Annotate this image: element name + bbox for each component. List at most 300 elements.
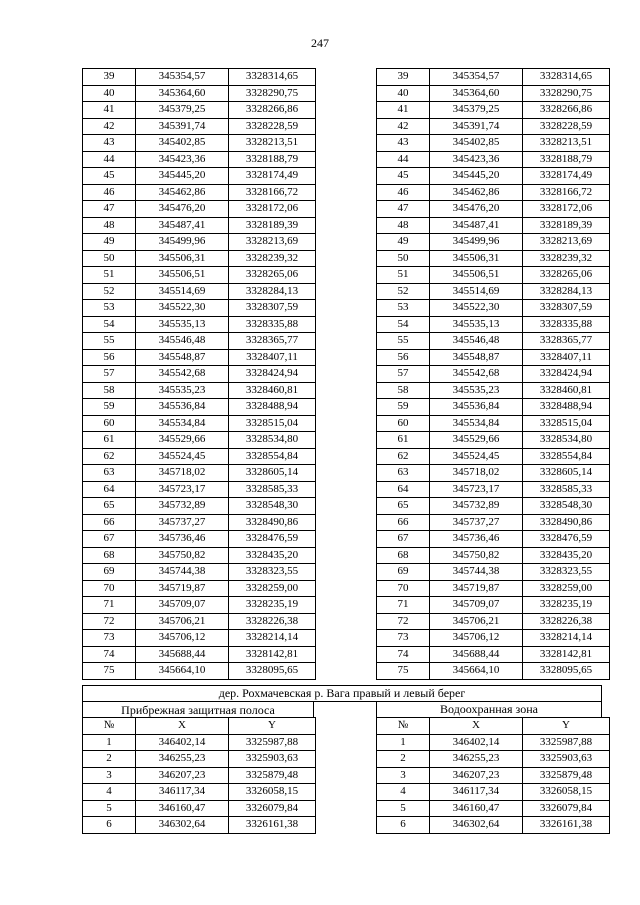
- x-coordinate: X: [136, 718, 229, 735]
- x-coordinate: 345536,84: [136, 399, 229, 416]
- point-number: 75: [377, 663, 430, 680]
- table-row: [83, 382, 316, 399]
- table-row: [83, 135, 316, 152]
- y-coordinate: 3328335,88: [229, 316, 316, 333]
- point-number: 48: [83, 217, 136, 234]
- x-coordinate: 345514,69: [430, 283, 523, 300]
- x-coordinate: 345718,02: [136, 465, 229, 482]
- point-number: 41: [377, 102, 430, 119]
- table-row: [83, 349, 316, 366]
- y-coordinate: 3325987,88: [229, 734, 316, 751]
- x-coordinate: 345354,57: [430, 69, 523, 86]
- point-number: 1: [377, 734, 430, 751]
- x-coordinate: 345487,41: [430, 217, 523, 234]
- y-coordinate: 3328476,59: [229, 531, 316, 548]
- table-row: [83, 184, 316, 201]
- point-number: 64: [377, 481, 430, 498]
- table-row: [377, 399, 610, 416]
- table-row: [377, 415, 610, 432]
- table-row: [377, 333, 610, 350]
- x-coordinate: 345534,84: [136, 415, 229, 432]
- table-row: [377, 267, 610, 284]
- y-coordinate: 3328172,06: [229, 201, 316, 218]
- table-row: [377, 751, 610, 768]
- table-row: [377, 547, 610, 564]
- point-number: 72: [83, 613, 136, 630]
- y-coordinate: 3325879,48: [523, 767, 610, 784]
- x-coordinate: 345462,86: [430, 184, 523, 201]
- y-coordinate: 3328235,19: [523, 597, 610, 614]
- y-coordinate: 3328284,13: [229, 283, 316, 300]
- table-row: [83, 564, 316, 581]
- point-number: 53: [83, 300, 136, 317]
- x-coordinate: 346302,64: [430, 817, 523, 834]
- point-number: 71: [83, 597, 136, 614]
- y-coordinate: 3328189,39: [229, 217, 316, 234]
- table-row: [377, 646, 610, 663]
- point-number: 2: [83, 751, 136, 768]
- x-coordinate: 345529,66: [136, 432, 229, 449]
- x-coordinate: 345546,48: [430, 333, 523, 350]
- point-number: 54: [83, 316, 136, 333]
- x-coordinate: 345548,87: [430, 349, 523, 366]
- y-coordinate: 3328142,81: [523, 646, 610, 663]
- table-row: [83, 415, 316, 432]
- y-coordinate: 3328548,30: [523, 498, 610, 515]
- x-coordinate: 345709,07: [136, 597, 229, 614]
- x-coordinate: 346160,47: [430, 800, 523, 817]
- table-header-row: [83, 718, 316, 735]
- y-coordinate: 3328605,14: [229, 465, 316, 482]
- x-coordinate: 345379,25: [136, 102, 229, 119]
- y-coordinate: 3328534,80: [523, 432, 610, 449]
- y-coordinate: 3328095,65: [229, 663, 316, 680]
- x-coordinate: 346160,47: [136, 800, 229, 817]
- x-coordinate: 345688,44: [136, 646, 229, 663]
- y-coordinate: 3328259,00: [229, 580, 316, 597]
- table-row: [377, 102, 610, 119]
- point-number: 66: [377, 514, 430, 531]
- table-row: [377, 514, 610, 531]
- x-coordinate: 345719,87: [430, 580, 523, 597]
- y-coordinate: 3328265,06: [523, 267, 610, 284]
- table-row: [83, 234, 316, 251]
- table-row: [83, 465, 316, 482]
- point-number: 47: [377, 201, 430, 218]
- x-coordinate: 345529,66: [430, 432, 523, 449]
- point-number: 60: [83, 415, 136, 432]
- table-row: [83, 613, 316, 630]
- point-number: 6: [377, 817, 430, 834]
- table-row: [377, 465, 610, 482]
- point-number: 62: [377, 448, 430, 465]
- coordinates-table-right: [376, 68, 610, 680]
- y-coordinate: 3328515,04: [229, 415, 316, 432]
- x-coordinate: 345546,48: [136, 333, 229, 350]
- point-number: 63: [377, 465, 430, 482]
- table-row: [83, 580, 316, 597]
- point-number: 55: [377, 333, 430, 350]
- x-coordinate: 345536,84: [430, 399, 523, 416]
- x-coordinate: 345718,02: [430, 465, 523, 482]
- x-coordinate: 345476,20: [136, 201, 229, 218]
- point-number: 70: [377, 580, 430, 597]
- point-number: 55: [83, 333, 136, 350]
- point-number: 73: [83, 630, 136, 647]
- y-coordinate: 3325879,48: [229, 767, 316, 784]
- page-number: 247: [311, 36, 329, 50]
- point-number: №: [83, 718, 136, 735]
- y-coordinate: 3328188,79: [229, 151, 316, 168]
- y-coordinate: 3326079,84: [523, 800, 610, 817]
- right-zone-title: Водоохранная зона: [440, 702, 538, 716]
- x-coordinate: 345364,60: [136, 85, 229, 102]
- x-coordinate: 345535,13: [136, 316, 229, 333]
- y-coordinate: 3328435,20: [523, 547, 610, 564]
- point-number: 45: [377, 168, 430, 185]
- point-number: 50: [83, 250, 136, 267]
- table-row: [83, 102, 316, 119]
- x-coordinate: 346302,64: [136, 817, 229, 834]
- point-number: 46: [83, 184, 136, 201]
- point-number: 65: [83, 498, 136, 515]
- point-number: 61: [83, 432, 136, 449]
- point-number: 67: [83, 531, 136, 548]
- x-coordinate: 346255,23: [136, 751, 229, 768]
- x-coordinate: 346402,14: [136, 734, 229, 751]
- table-row: [83, 432, 316, 449]
- x-coordinate: 345423,36: [136, 151, 229, 168]
- x-coordinate: 345391,74: [136, 118, 229, 135]
- x-coordinate: 345391,74: [430, 118, 523, 135]
- x-coordinate: 345462,86: [136, 184, 229, 201]
- point-number: 52: [83, 283, 136, 300]
- table-row: [377, 432, 610, 449]
- x-coordinate: 345445,20: [136, 168, 229, 185]
- y-coordinate: 3328226,38: [229, 613, 316, 630]
- coordinates-table-left: [82, 68, 316, 680]
- table-row: [83, 316, 316, 333]
- table-row: [377, 118, 610, 135]
- y-coordinate: 3328424,94: [523, 366, 610, 383]
- point-number: 59: [377, 399, 430, 416]
- point-number: 57: [377, 366, 430, 383]
- settlement-title: дер. Рохмачевская р. Вага правый и левый берег: [218, 686, 466, 700]
- point-number: 43: [83, 135, 136, 152]
- x-coordinate: 345445,20: [430, 168, 523, 185]
- point-number: 70: [83, 580, 136, 597]
- zone-table-left: [82, 717, 316, 834]
- table-row: [83, 663, 316, 680]
- point-number: 42: [377, 118, 430, 135]
- point-number: 44: [377, 151, 430, 168]
- x-coordinate: 345487,41: [136, 217, 229, 234]
- table-row: [377, 630, 610, 647]
- table-row: [83, 751, 316, 768]
- table-row: [83, 531, 316, 548]
- x-coordinate: 345522,30: [430, 300, 523, 317]
- y-coordinate: 3328490,86: [229, 514, 316, 531]
- table-row: [83, 734, 316, 751]
- x-coordinate: 345744,38: [136, 564, 229, 581]
- x-coordinate: 345534,84: [430, 415, 523, 432]
- point-number: 46: [377, 184, 430, 201]
- table-row: [377, 85, 610, 102]
- table-row: [83, 597, 316, 614]
- point-number: 47: [83, 201, 136, 218]
- x-coordinate: 346402,14: [430, 734, 523, 751]
- table-row: [377, 151, 610, 168]
- y-coordinate: 3328228,59: [523, 118, 610, 135]
- table-row: [83, 514, 316, 531]
- table-row: [377, 580, 610, 597]
- table-row: [83, 151, 316, 168]
- table-row: [83, 283, 316, 300]
- x-coordinate: 345723,17: [136, 481, 229, 498]
- point-number: 60: [377, 415, 430, 432]
- y-coordinate: 3328554,84: [523, 448, 610, 465]
- x-coordinate: 345723,17: [430, 481, 523, 498]
- x-coordinate: 345506,31: [136, 250, 229, 267]
- x-coordinate: 345535,13: [430, 316, 523, 333]
- y-coordinate: 3328407,11: [229, 349, 316, 366]
- x-coordinate: 345664,10: [430, 663, 523, 680]
- y-coordinate: 3328323,55: [523, 564, 610, 581]
- point-number: 3: [377, 767, 430, 784]
- table-row: [83, 646, 316, 663]
- table-row: [377, 564, 610, 581]
- y-coordinate: 3328265,06: [229, 267, 316, 284]
- table-row: [83, 250, 316, 267]
- x-coordinate: X: [430, 718, 523, 735]
- table-row: [377, 184, 610, 201]
- point-number: 74: [377, 646, 430, 663]
- y-coordinate: 3328307,59: [523, 300, 610, 317]
- point-number: 5: [83, 800, 136, 817]
- point-number: 57: [83, 366, 136, 383]
- y-coordinate: 3328239,32: [523, 250, 610, 267]
- y-coordinate: 3328266,86: [523, 102, 610, 119]
- y-coordinate: 3328490,86: [523, 514, 610, 531]
- x-coordinate: 346117,34: [430, 784, 523, 801]
- point-number: 72: [377, 613, 430, 630]
- x-coordinate: 345364,60: [430, 85, 523, 102]
- x-coordinate: 345524,45: [136, 448, 229, 465]
- point-number: 74: [83, 646, 136, 663]
- y-coordinate: 3328290,75: [229, 85, 316, 102]
- table-row: [377, 316, 610, 333]
- y-coordinate: Y: [229, 718, 316, 735]
- x-coordinate: 345506,51: [136, 267, 229, 284]
- x-coordinate: 345379,25: [430, 102, 523, 119]
- y-coordinate: 3328585,33: [229, 481, 316, 498]
- x-coordinate: 345732,89: [430, 498, 523, 515]
- y-coordinate: 3328214,14: [523, 630, 610, 647]
- x-coordinate: 345548,87: [136, 349, 229, 366]
- point-number: 48: [377, 217, 430, 234]
- y-coordinate: 3328314,65: [523, 69, 610, 86]
- y-coordinate: 3328314,65: [229, 69, 316, 86]
- y-coordinate: 3328323,55: [229, 564, 316, 581]
- x-coordinate: 345737,27: [136, 514, 229, 531]
- table-row: [377, 201, 610, 218]
- y-coordinate: 3325987,88: [523, 734, 610, 751]
- table-row: [83, 201, 316, 218]
- table-row: [377, 613, 610, 630]
- x-coordinate: 345750,82: [430, 547, 523, 564]
- table-row: [377, 498, 610, 515]
- x-coordinate: 345737,27: [430, 514, 523, 531]
- y-coordinate: 3328095,65: [523, 663, 610, 680]
- y-coordinate: 3328235,19: [229, 597, 316, 614]
- x-coordinate: 345535,23: [430, 382, 523, 399]
- table-row: [377, 481, 610, 498]
- point-number: 56: [83, 349, 136, 366]
- point-number: 53: [377, 300, 430, 317]
- table-row: [83, 817, 316, 834]
- y-coordinate: 3328266,86: [229, 102, 316, 119]
- point-number: 59: [83, 399, 136, 416]
- x-coordinate: 345664,10: [136, 663, 229, 680]
- y-coordinate: Y: [523, 718, 610, 735]
- point-number: 50: [377, 250, 430, 267]
- y-coordinate: 3326058,15: [523, 784, 610, 801]
- x-coordinate: 345736,46: [136, 531, 229, 548]
- left-zone-title: Прибрежная защитная полоса: [121, 703, 275, 717]
- y-coordinate: 3328166,72: [229, 184, 316, 201]
- table-row: [377, 69, 610, 86]
- point-number: 2: [377, 751, 430, 768]
- table-row: [377, 217, 610, 234]
- y-coordinate: 3328605,14: [523, 465, 610, 482]
- y-coordinate: 3325903,63: [523, 751, 610, 768]
- y-coordinate: 3328534,80: [229, 432, 316, 449]
- y-coordinate: 3328476,59: [523, 531, 610, 548]
- y-coordinate: 3328239,32: [229, 250, 316, 267]
- y-coordinate: 3326079,84: [229, 800, 316, 817]
- y-coordinate: 3328166,72: [523, 184, 610, 201]
- table-row: [377, 800, 610, 817]
- table-row: [377, 349, 610, 366]
- table-row: [377, 597, 610, 614]
- x-coordinate: 345709,07: [430, 597, 523, 614]
- point-number: 54: [377, 316, 430, 333]
- x-coordinate: 345514,69: [136, 283, 229, 300]
- table-row: [83, 547, 316, 564]
- y-coordinate: 3328174,49: [523, 168, 610, 185]
- table-row: [377, 734, 610, 751]
- point-number: №: [377, 718, 430, 735]
- table-row: [83, 118, 316, 135]
- x-coordinate: 345542,68: [136, 366, 229, 383]
- y-coordinate: 3328424,94: [229, 366, 316, 383]
- table-row: [377, 382, 610, 399]
- table-row: [83, 267, 316, 284]
- point-number: 52: [377, 283, 430, 300]
- point-number: 58: [83, 382, 136, 399]
- y-coordinate: 3328554,84: [229, 448, 316, 465]
- table-row: [83, 85, 316, 102]
- point-number: 42: [83, 118, 136, 135]
- y-coordinate: 3326058,15: [229, 784, 316, 801]
- y-coordinate: 3328307,59: [229, 300, 316, 317]
- y-coordinate: 3328214,14: [229, 630, 316, 647]
- x-coordinate: 345732,89: [136, 498, 229, 515]
- table-row: [377, 784, 610, 801]
- x-coordinate: 345750,82: [136, 547, 229, 564]
- point-number: 65: [377, 498, 430, 515]
- table-row: [377, 531, 610, 548]
- point-number: 51: [377, 267, 430, 284]
- point-number: 41: [83, 102, 136, 119]
- point-number: 69: [83, 564, 136, 581]
- point-number: 5: [377, 800, 430, 817]
- y-coordinate: 3328284,13: [523, 283, 610, 300]
- x-coordinate: 345706,12: [136, 630, 229, 647]
- point-number: 40: [377, 85, 430, 102]
- y-coordinate: 3328460,81: [229, 382, 316, 399]
- x-coordinate: 345719,87: [136, 580, 229, 597]
- point-number: 68: [83, 547, 136, 564]
- point-number: 45: [83, 168, 136, 185]
- x-coordinate: 346117,34: [136, 784, 229, 801]
- x-coordinate: 345506,51: [430, 267, 523, 284]
- table-row: [83, 630, 316, 647]
- point-number: 3: [83, 767, 136, 784]
- y-coordinate: 3328585,33: [523, 481, 610, 498]
- table-row: [83, 69, 316, 86]
- point-number: 49: [83, 234, 136, 251]
- x-coordinate: 346255,23: [430, 751, 523, 768]
- x-coordinate: 345535,23: [136, 382, 229, 399]
- table-row: [377, 234, 610, 251]
- x-coordinate: 345499,96: [430, 234, 523, 251]
- point-number: 49: [377, 234, 430, 251]
- y-coordinate: 3328228,59: [229, 118, 316, 135]
- point-number: 62: [83, 448, 136, 465]
- x-coordinate: 345744,38: [430, 564, 523, 581]
- x-coordinate: 345706,12: [430, 630, 523, 647]
- y-coordinate: 3328188,79: [523, 151, 610, 168]
- point-number: 40: [83, 85, 136, 102]
- x-coordinate: 346207,23: [136, 767, 229, 784]
- point-number: 51: [83, 267, 136, 284]
- point-number: 4: [83, 784, 136, 801]
- y-coordinate: 3328488,94: [523, 399, 610, 416]
- table-row: [83, 217, 316, 234]
- table-row: [83, 767, 316, 784]
- table-row: [377, 168, 610, 185]
- point-number: 6: [83, 817, 136, 834]
- y-coordinate: 3328335,88: [523, 316, 610, 333]
- x-coordinate: 346207,23: [430, 767, 523, 784]
- y-coordinate: 3328189,39: [523, 217, 610, 234]
- table-row: [377, 448, 610, 465]
- table-row: [83, 448, 316, 465]
- table-row: [377, 300, 610, 317]
- table-row: [377, 817, 610, 834]
- y-coordinate: 3326161,38: [523, 817, 610, 834]
- point-number: 39: [377, 69, 430, 86]
- y-coordinate: 3328548,30: [229, 498, 316, 515]
- zone-table-right: [376, 717, 610, 834]
- table-row: [377, 135, 610, 152]
- x-coordinate: 345499,96: [136, 234, 229, 251]
- table-row: [83, 300, 316, 317]
- y-coordinate: 3325903,63: [229, 751, 316, 768]
- y-coordinate: 3328213,69: [523, 234, 610, 251]
- point-number: 1: [83, 734, 136, 751]
